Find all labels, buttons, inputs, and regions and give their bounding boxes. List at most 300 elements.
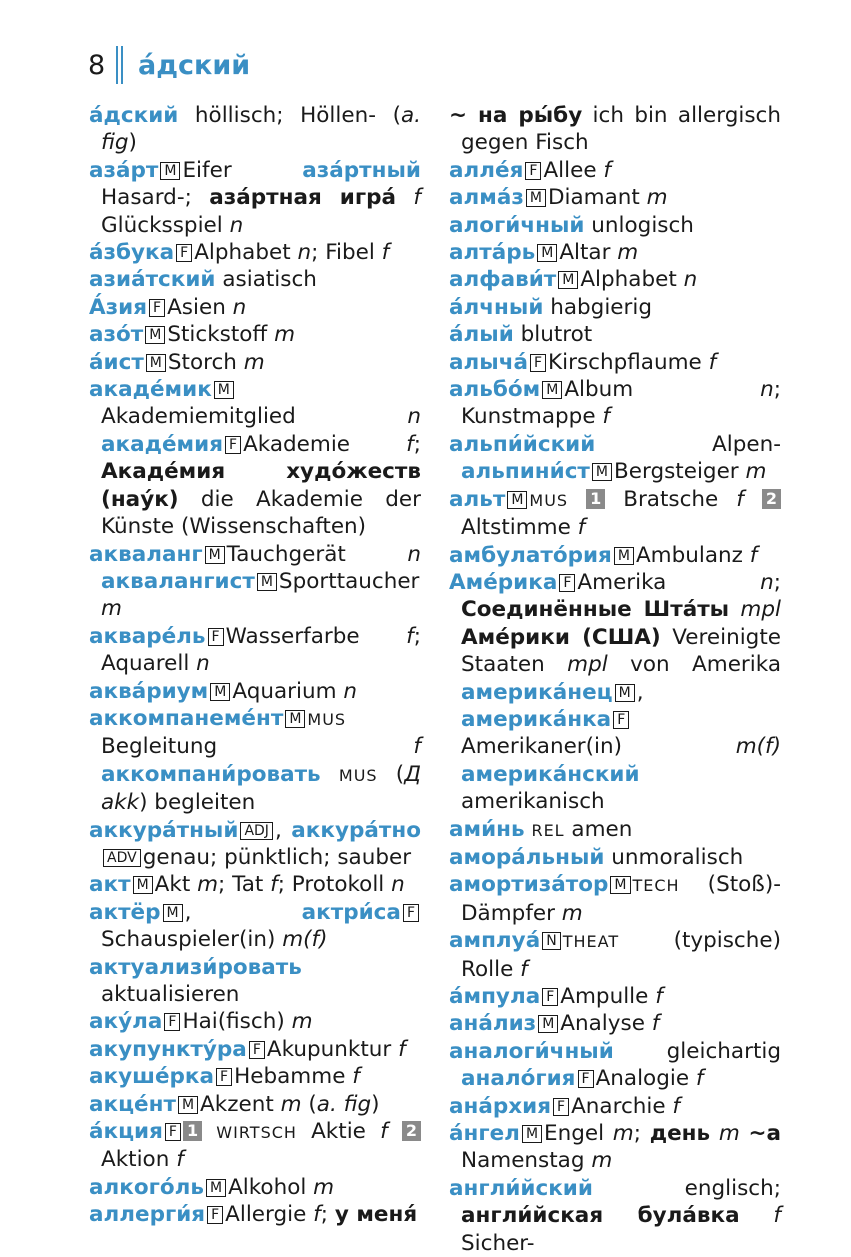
translation-text: Alkohol (228, 1174, 314, 1200)
subject-label: MUS (307, 709, 347, 729)
gender-box: F (578, 1070, 594, 1088)
dictionary-entry (449, 376, 781, 431)
dictionary-entry (89, 321, 421, 348)
grammar-abbr: f (655, 984, 663, 1009)
gender-box: M (178, 1096, 198, 1114)
dictionary-entry (449, 1038, 781, 1093)
dictionary-entry (89, 899, 421, 954)
translation-text: habgierig (543, 294, 652, 320)
grammar-abbr: m (612, 1121, 634, 1147)
dictionary-entry (449, 1120, 781, 1175)
grammar-abbr: a. fig (101, 103, 421, 156)
translation-text (396, 185, 413, 210)
dictionary-entry (449, 486, 781, 542)
dictionary-entry (449, 844, 781, 871)
gender-box: M (205, 546, 225, 564)
dictionary-entry (449, 239, 781, 266)
translation-text (568, 487, 586, 512)
translation-text: Altar (559, 240, 618, 266)
grammar-abbr: n (391, 872, 405, 898)
gender-box: M (614, 547, 634, 565)
headword: аква́риум (89, 678, 209, 704)
dictionary-entry (449, 212, 781, 239)
dictionary-entry (449, 542, 781, 569)
translation-text: Begleitung (101, 734, 414, 760)
dictionary-entry (89, 954, 421, 1009)
headword: акт (89, 872, 131, 898)
grammar-abbr: m (745, 459, 767, 485)
gender-box: F (216, 1068, 232, 1086)
headword: амора́льный (449, 844, 605, 870)
headword: А́зия (89, 294, 148, 320)
grammar-abbr: n (407, 404, 421, 430)
translation-text: aktualisieren (101, 982, 240, 1007)
grammar-abbr: m (197, 872, 219, 898)
headword: альпи́йский (449, 431, 596, 457)
translation-text: Alphabet (580, 267, 684, 293)
grammar-abbr: n (196, 651, 210, 677)
grammar-abbr: f (602, 404, 610, 430)
translation-text: englisch; (592, 1175, 781, 1201)
gender-box: ADJ (240, 822, 273, 840)
dictionary-entry (449, 1010, 781, 1037)
sense-number: 1 (586, 489, 605, 509)
headword: америка́нка (461, 706, 612, 732)
gender-box: M (507, 491, 527, 509)
gender-box: F (208, 628, 224, 646)
translation-text: Altstimme (461, 515, 578, 541)
dictionary-entry (449, 1175, 781, 1257)
translation-text: ich bin allergisch gegen Fisch (461, 103, 781, 156)
grammar-abbr: n (297, 240, 312, 266)
grammar-abbr: n (229, 212, 244, 238)
headword: акупункту́ра (89, 1036, 247, 1062)
translation-text: Akupunktur (266, 1036, 399, 1062)
headword: ана́рхия (449, 1093, 551, 1119)
dictionary-entry (89, 1063, 421, 1090)
grammar-abbr: f (176, 1147, 184, 1173)
translation-text: amen (564, 816, 633, 842)
grammar-abbr: m (646, 185, 668, 211)
translation-text: die Akademie der Künste (Wissenschaften) (101, 486, 421, 540)
gender-box: M (558, 271, 578, 289)
headword: аку́ла (89, 1009, 163, 1035)
headword: аккомпани́ровать (101, 761, 321, 787)
dictionary-entry (89, 1091, 421, 1118)
dictionary-entry (449, 157, 781, 184)
translation-text (729, 597, 740, 622)
translation-text: Wasserfarbe (225, 623, 407, 649)
translation-text: Storch (167, 349, 244, 375)
dictionary-entry (449, 102, 781, 157)
headword: а́лый (449, 322, 514, 348)
left-column (89, 102, 421, 1229)
subject-label: REL (531, 820, 565, 840)
translation-text: asiatisch (215, 267, 317, 293)
translation-text: Diamant (547, 185, 647, 211)
headword: алле́я (449, 157, 524, 183)
grammar-abbr: m (274, 322, 296, 348)
dictionary-entry (89, 678, 421, 705)
subject-label: TECH (632, 876, 680, 896)
translation-text: Aktion (101, 1147, 177, 1173)
grammar-abbr: f (313, 1202, 321, 1228)
translation-text: ( (377, 761, 405, 787)
dictionary-entry (89, 266, 421, 293)
translation-text: Bergsteiger (614, 459, 746, 485)
headword: алма́з (449, 185, 524, 211)
translation-text: Asien (167, 294, 233, 320)
dictionary-entry (89, 705, 421, 817)
headword: акаде́мик (89, 377, 212, 403)
gender-box: F (553, 1098, 569, 1116)
sense-number: 2 (402, 1121, 421, 1141)
headword: актуализи́ровать (89, 954, 302, 980)
subject-label: WIRTSCH (216, 1123, 297, 1143)
gender-box: F (225, 436, 241, 454)
gender-box: F (207, 1206, 223, 1224)
grammar-abbr: f (398, 1036, 406, 1062)
headword: ами́нь (449, 816, 525, 842)
dictionary-entry (449, 816, 781, 844)
grammar-abbr: mpl (567, 652, 608, 678)
sense-number: 1 (183, 1121, 202, 1141)
headword: а́лчный (449, 294, 544, 320)
translation-text: ) (128, 130, 137, 156)
grammar-abbr: f (603, 157, 611, 183)
headword: амбулато́рия (449, 542, 612, 568)
gender-box: M (146, 354, 166, 372)
grammar-abbr: f (651, 1011, 660, 1037)
translation-text: ; Kunstmappe (461, 377, 781, 430)
headword: а́кция (89, 1119, 163, 1145)
subject-label: MUS (529, 490, 569, 510)
grammar-abbr: f (406, 431, 414, 457)
translation-text: Analyse (560, 1011, 652, 1037)
translation-text: ; Aquarell (101, 623, 421, 677)
headword: альт (449, 486, 506, 512)
translation-text (744, 487, 762, 512)
translation-text: Akademie (243, 431, 407, 457)
grammar-abbr: f (577, 515, 586, 541)
headword: а́нгел (449, 1121, 520, 1147)
grammar-abbr: m (291, 1009, 313, 1035)
translation-text: Akademiemitglied (101, 404, 408, 430)
gender-box: F (165, 1123, 181, 1141)
translation-text: Analogie (595, 1066, 696, 1092)
headword: а́збука (89, 240, 175, 266)
headword: актёр (89, 899, 161, 925)
headword: америка́нский (461, 761, 640, 787)
translation-text: , (184, 899, 302, 925)
dictionary-entry (449, 927, 781, 983)
russian-phrase: ~а (748, 1121, 781, 1147)
translation-text: Sporttaucher (278, 568, 420, 594)
grammar-abbr: m(f) (282, 927, 328, 953)
grammar-abbr: f (381, 240, 390, 266)
gender-box: M (163, 904, 183, 922)
grammar-abbr: f (406, 623, 414, 649)
dictionary-entry (89, 294, 421, 321)
grammar-abbr: f (520, 956, 528, 982)
gender-box: M (145, 326, 165, 344)
headword: аккомпанеме́нт (89, 705, 284, 731)
translation-text: Allergie (225, 1202, 314, 1228)
headword: азо́т (89, 322, 144, 348)
translation-text: Hasard-; (101, 185, 210, 211)
headword: амортиза́тор (449, 872, 609, 898)
translation-text: ; (773, 569, 781, 595)
translation-text: Hai(fisch) (182, 1009, 292, 1035)
translation-text: Eifer (182, 157, 303, 183)
grammar-abbr: n (407, 541, 421, 567)
russian-phrase: у меня́ (334, 1202, 418, 1228)
headword: алта́рь (449, 240, 536, 266)
dictionary-entry (89, 239, 421, 266)
headword: аккура́тный (89, 817, 239, 843)
grammar-abbr: n (683, 267, 698, 293)
headword: акце́нт (89, 1091, 176, 1117)
gender-box: N (542, 932, 560, 950)
gender-box: M (257, 573, 277, 591)
grammar-abbr: f (352, 1064, 360, 1090)
gender-box: F (525, 162, 541, 180)
gender-box: F (164, 1013, 180, 1031)
russian-phrase: аза́ртная игра́ (209, 185, 397, 211)
grammar-abbr: mpl (740, 597, 781, 623)
dictionary-entry (449, 983, 781, 1010)
dictionary-entry (89, 1008, 421, 1035)
grammar-abbr: n (760, 377, 774, 403)
translation-text: Anarchie (571, 1093, 673, 1119)
translation-text: Alphabet (194, 240, 298, 266)
gender-box: ADV (103, 849, 141, 867)
grammar-abbr: f (380, 1119, 388, 1145)
headword: амплуа́ (449, 928, 541, 954)
translation-text: ) (371, 1091, 380, 1117)
translation-text: ; (413, 431, 421, 457)
gender-box: M (538, 1015, 558, 1033)
headword: анало́гия (461, 1066, 576, 1092)
dictionary-entry (449, 266, 781, 293)
grammar-abbr: Д akk (101, 761, 421, 816)
grammar-abbr: m (591, 1148, 613, 1174)
gender-box: M (285, 710, 305, 728)
dictionary-entry (449, 569, 781, 816)
grammar-abbr: f (773, 1203, 781, 1229)
gender-box: F (249, 1041, 265, 1059)
grammar-abbr: f (413, 734, 421, 760)
gender-box: M (133, 876, 153, 894)
gender-box: M (206, 1179, 226, 1197)
gender-box: M (542, 381, 562, 399)
grammar-abbr: f (708, 349, 717, 375)
dictionary-entry (89, 1118, 421, 1174)
translation-text: ; (633, 1121, 650, 1147)
dictionary-entry (89, 1036, 421, 1063)
gender-box: M (210, 683, 230, 701)
translation-text: Schauspieler(in) (101, 927, 283, 953)
dictionary-entry (449, 294, 781, 321)
russian-phrase: Акаде́мия худо́жеств (нау́к) (101, 459, 421, 512)
headword: аналоги́чный (449, 1038, 614, 1064)
dictionary-entry (89, 623, 421, 678)
headword: акваланг (89, 541, 203, 567)
grammar-abbr: m (718, 1121, 740, 1147)
translation-text: Stickstoff (167, 322, 275, 348)
translation-text (710, 1121, 719, 1146)
translation-text: (Stoß)-Dämpfer (461, 872, 781, 926)
dictionary-entry (89, 817, 421, 872)
gender-box: F (149, 299, 165, 317)
headword: актри́са (301, 899, 401, 925)
grammar-abbr: m (313, 1174, 335, 1200)
russian-phrase: Соединённые Шта́ты (461, 597, 730, 623)
headword: аллерги́я (89, 1202, 206, 1228)
headword: алоги́чный (449, 212, 585, 238)
headword: англи́йский (449, 1175, 593, 1201)
dictionary-entry (89, 871, 421, 898)
grammar-abbr: f (749, 542, 758, 568)
subject-label: MUS (338, 765, 378, 785)
translation-text: Akzent (200, 1091, 281, 1117)
page-number: 8 (88, 49, 106, 81)
translation-text: ; Protokoll (277, 872, 392, 898)
headword: Аме́рика (449, 569, 558, 595)
headword: алыча́ (449, 349, 528, 375)
gender-box: M (522, 1125, 542, 1143)
subject-label: THEAT (562, 932, 620, 952)
translation-text: genau; pünktlich; sauber (142, 844, 412, 870)
headword: аккура́тно (291, 817, 421, 843)
translation-text: blutrot (513, 322, 593, 348)
translation-text: (typische) Rolle (461, 928, 781, 982)
translation-text: Amerikaner(in) (461, 734, 736, 760)
gender-box: F (613, 711, 629, 729)
headword: акваре́ль (89, 623, 206, 649)
translation-text (321, 762, 339, 787)
gender-box: F (530, 354, 546, 372)
guide-word: а́дский (138, 49, 251, 81)
headword: а́ист (89, 349, 144, 375)
gender-box: M (615, 684, 635, 702)
translation-text: Album (564, 377, 761, 403)
headword: ана́лиз (449, 1011, 537, 1037)
translation-text: Allee (543, 157, 604, 183)
headword: азиа́тский (89, 267, 216, 293)
translation-text: ; Tat (218, 872, 271, 898)
dictionary-entry (89, 1201, 421, 1228)
translation-text: Aquarium (232, 678, 344, 704)
grammar-abbr: f (695, 1066, 704, 1092)
translation-text: unmoralisch (604, 844, 744, 870)
gender-box: M (526, 189, 546, 207)
russian-phrase: день (649, 1121, 711, 1147)
translation-text: Ambulanz (635, 542, 750, 568)
headword: аза́ртный (302, 157, 421, 183)
gender-box: M (537, 244, 557, 262)
headword: аза́рт (89, 157, 159, 183)
headword: а́мпула (449, 984, 541, 1009)
grammar-abbr: f (736, 486, 744, 512)
headword: америка́нец (461, 679, 613, 705)
translation-text: Sicher- (461, 1230, 535, 1256)
grammar-abbr: m (561, 900, 583, 926)
dictionary-entry (89, 376, 421, 540)
sense-number: 2 (762, 489, 781, 509)
grammar-abbr: n (343, 678, 357, 704)
grammar-abbr: m(f) (735, 734, 781, 760)
gender-box: M (214, 381, 234, 399)
headword: альбо́м (449, 377, 541, 403)
translation-text: , (274, 817, 292, 843)
translation-text (740, 1203, 774, 1228)
gender-box: M (592, 463, 612, 481)
translation-text: amerikanisch (461, 789, 605, 815)
headword: акаде́мия (101, 431, 223, 457)
grammar-abbr: f (270, 872, 278, 898)
translation-text: , (636, 679, 644, 705)
translation-text: ( (301, 1091, 317, 1117)
dictionary-entry (449, 321, 781, 348)
dictionary-entry (449, 871, 781, 927)
translation-text: höllisch; Höllen- ( (178, 103, 401, 128)
page-header (88, 44, 250, 86)
gender-box: F (403, 904, 419, 922)
translation-text: ; Fibel (311, 240, 382, 266)
translation-text: Bratsche (605, 486, 737, 512)
dictionary-entry (449, 349, 781, 376)
dictionary-entry (89, 349, 421, 376)
headword: аквалангист (101, 568, 255, 594)
headword: алкого́ль (89, 1174, 204, 1200)
translation-text: Aktie (296, 1119, 381, 1145)
gender-box: F (542, 988, 558, 1006)
dictionary-entry (449, 1093, 781, 1120)
gender-box: M (160, 162, 180, 180)
grammar-abbr: n (232, 294, 247, 320)
translation-text: Amerika (577, 569, 761, 595)
translation-text (202, 1119, 216, 1144)
grammar-abbr: f (413, 185, 421, 211)
gender-box: F (176, 244, 192, 262)
dictionary-entry (89, 102, 421, 157)
grammar-abbr: m (101, 596, 122, 622)
dictionary-entry (89, 1174, 421, 1201)
translation-text: Tauchgerät (226, 541, 408, 567)
double-bar-divider (116, 46, 126, 84)
translation-text: Hebamme (234, 1064, 353, 1090)
russian-phrase: англи́йская була́вка (461, 1203, 740, 1229)
russian-phrase: ~ на ры́бу (449, 103, 583, 128)
grammar-abbr: m (243, 349, 265, 375)
translation-text: Vereinigte Staaten (461, 624, 781, 678)
translation-text: unlogisch (584, 212, 694, 238)
dictionary-entry (449, 184, 781, 211)
translation-text: Kirschpflaume (548, 349, 709, 375)
translation-text: von Amerika (607, 652, 781, 678)
dictionary-entry (89, 157, 421, 239)
translation-text: ) begleiten (139, 790, 256, 816)
headword: альпини́ст (461, 459, 590, 485)
right-column (449, 102, 781, 1257)
russian-phrase: Аме́рики (США) (461, 624, 661, 650)
translation-text: Akt (154, 872, 198, 898)
grammar-abbr: a. fig (316, 1091, 372, 1117)
grammar-abbr: n (760, 569, 774, 595)
gender-box: M (610, 876, 630, 894)
headword: акуше́рка (89, 1064, 215, 1090)
